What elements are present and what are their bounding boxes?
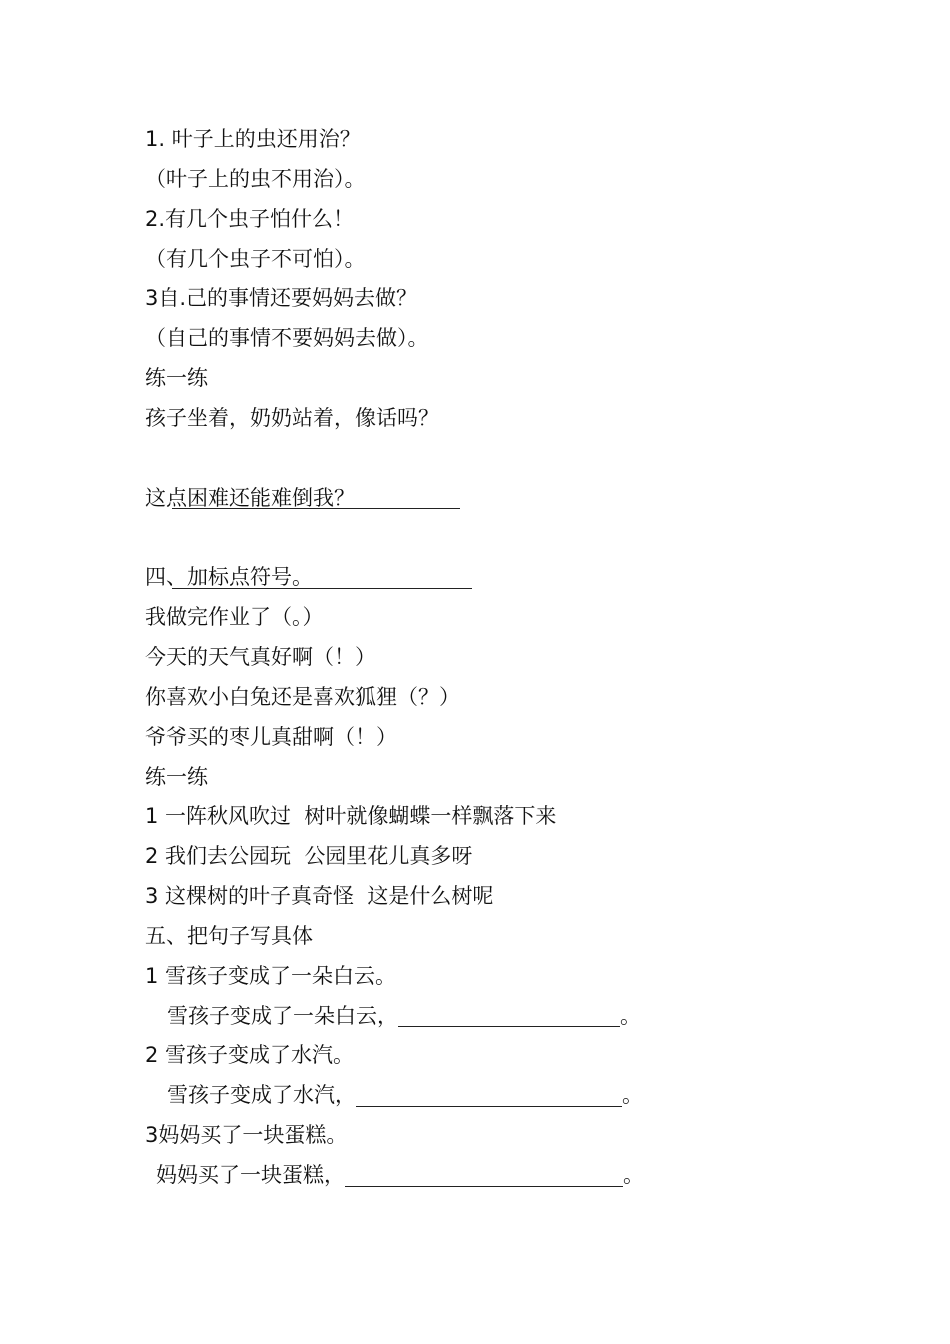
text-line: 3妈妈买了一块蛋糕。 — [145, 1123, 348, 1148]
text-line: （自己的事情不要妈妈去做）。 — [145, 326, 429, 351]
fill-prompt: 妈妈买了一块蛋糕， — [156, 1162, 345, 1187]
period: 。 — [623, 1162, 644, 1187]
period: 。 — [622, 1083, 643, 1108]
text-line: 孩子坐着，奶奶站着，像话吗？ — [145, 405, 439, 430]
text-line: （叶子上的虫不用治）。 — [145, 166, 366, 191]
text-line: 1. 叶子上的虫还用治？ — [145, 127, 361, 151]
fill-row — [145, 1156, 865, 1196]
fill-row — [145, 1076, 865, 1116]
section-heading: 五、把句子写具体 — [145, 923, 313, 948]
text-line: 3自.己的事情还要妈妈去做？ — [145, 286, 418, 311]
section-heading: 四、加标点符号。 — [145, 565, 313, 590]
text-line: 2 我们去公园玩 公园里花儿真多呀 — [145, 844, 473, 869]
answer-blank[interactable] — [356, 1080, 622, 1107]
text-line: 1 雪孩子变成了一朵白云。 — [145, 963, 397, 988]
text-line: 爷爷买的枣儿真甜啊（！） — [145, 724, 397, 749]
worksheet-page — [145, 120, 865, 1196]
period: 。 — [620, 1003, 641, 1028]
text-line: 你喜欢小白兔还是喜欢狐狸（？） — [145, 684, 460, 709]
text-line: 2 雪孩子变成了水汽。 — [145, 1043, 355, 1068]
section-heading: 练一练 — [145, 764, 208, 789]
text-line: （有几个虫子不可怕）。 — [145, 246, 366, 271]
fill-row — [145, 997, 865, 1037]
text-line: 2.有几个虫子怕什么！ — [145, 206, 355, 231]
section-heading: 练一练 — [145, 366, 208, 391]
fill-prompt: 雪孩子变成了水汽， — [167, 1083, 356, 1108]
text-line: 这点困难还能难倒我？ — [145, 485, 355, 510]
answer-blank-row — [145, 439, 865, 479]
answer-blank-row — [145, 518, 865, 558]
text-line: 今天的天气真好啊（！） — [145, 644, 376, 669]
text-line: 3 这棵树的叶子真奇怪 这是什么树呢 — [145, 884, 494, 909]
fill-prompt: 雪孩子变成了一朵白云， — [167, 1003, 398, 1028]
text-line: 我做完作业了（。） — [145, 605, 324, 630]
text-line: 1 一阵秋风吹过 树叶就像蝴蝶一样飘落下来 — [145, 804, 557, 829]
answer-blank[interactable] — [345, 1160, 623, 1187]
answer-blank[interactable] — [398, 1000, 620, 1027]
